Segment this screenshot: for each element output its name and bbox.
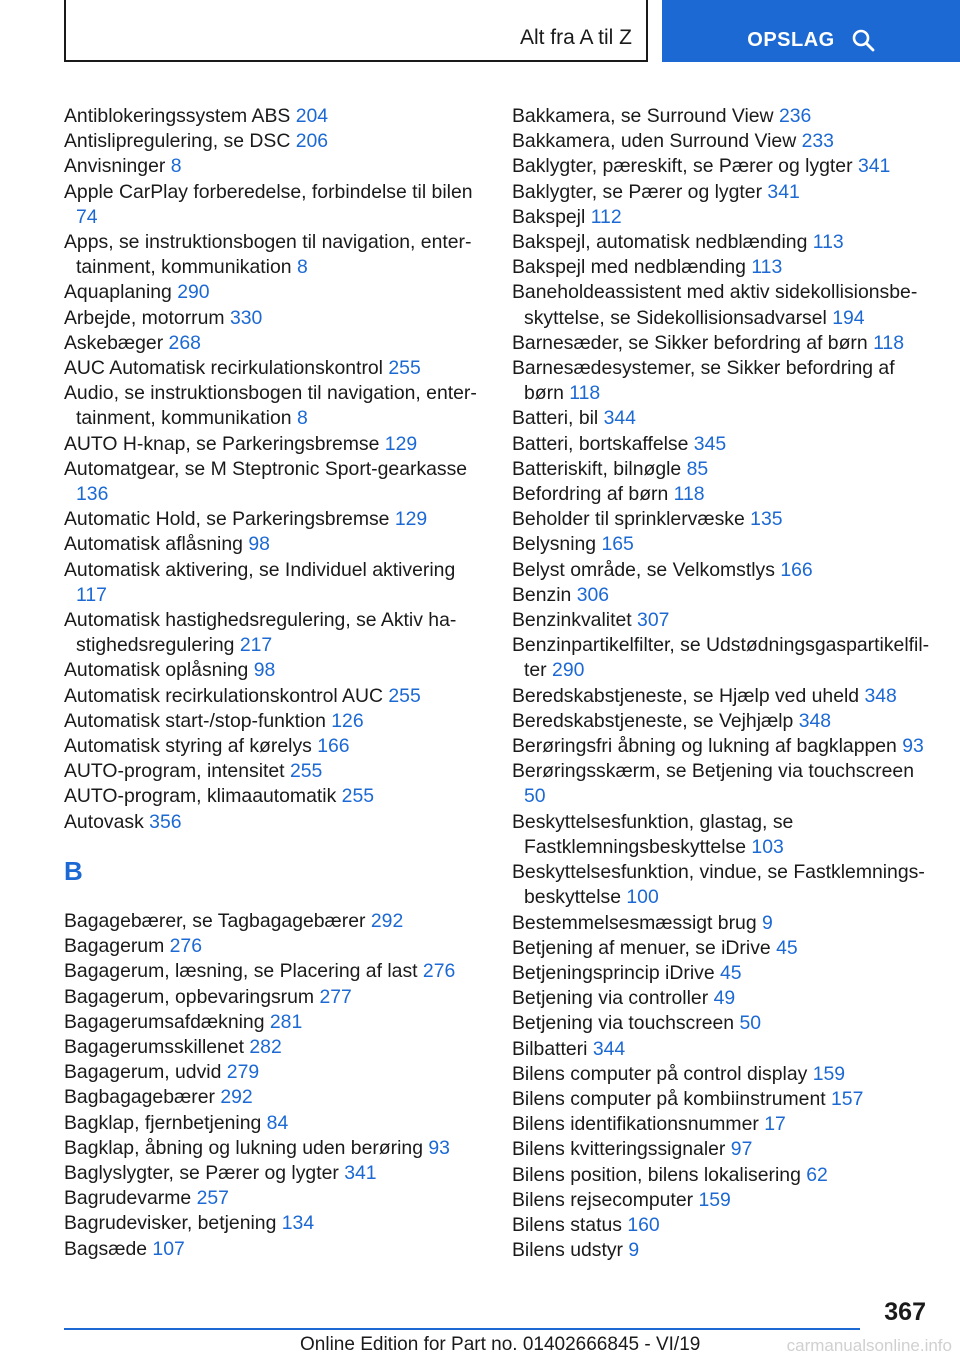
index-entry — [512, 1213, 930, 1238]
index-entry — [512, 810, 930, 860]
index-entry-page-link[interactable]: 45 — [720, 961, 742, 984]
index-entry — [512, 432, 930, 457]
index-entry-text: Antislipregulering, se DSC — [64, 130, 296, 153]
index-entry-text: Baklygter, se Pærer og lygter — [512, 180, 768, 203]
index-entry — [512, 457, 930, 482]
index-entry — [64, 658, 484, 683]
index-entry — [512, 1112, 930, 1137]
index-entry-text: Batteri, bortskaffelse — [512, 432, 694, 455]
index-entry-text: Benzin — [512, 583, 577, 606]
index-entry-text: Beskyttelsesfunktion, glastag, se Fastklemningsbeskyttelse — [512, 810, 794, 858]
index-entry-text: Aquaplaning — [64, 281, 178, 304]
index-entry — [512, 205, 930, 230]
index-entry-text: Bakspejl, automatisk nedblænding — [512, 231, 813, 254]
index-entry — [512, 1087, 930, 1112]
index-entry-text: Baglyslygter, se Pærer og lygter — [64, 1161, 345, 1184]
index-entry-text: Batteri, bil — [512, 407, 604, 430]
index-entry — [64, 759, 484, 784]
index-entry — [64, 432, 484, 457]
index-entry-text: Bagklap, åbning og lukning uden berøring — [64, 1136, 429, 1159]
index-entry-text: AUTO-program, intensitet — [64, 760, 290, 783]
index-entry-page-link[interactable]: 45 — [776, 936, 798, 959]
index-entry-text: Betjening via controller — [512, 987, 714, 1010]
index-entry-text: Automatisk oplåsning — [64, 659, 254, 682]
index-entry-page-link[interactable]: 281 — [269, 1010, 303, 1033]
index-entry-text: Berøringsfri åbning og lukning af bagklappen — [512, 735, 903, 758]
index-entry — [64, 230, 484, 280]
index-entry-text: AUC Automatisk recirkulationskontrol — [64, 357, 389, 380]
index-entry-text: Apple CarPlay forberedelse, forbindelse til bilen — [64, 180, 473, 203]
index-entry-text: Bilens position, bilens lokalisering — [512, 1163, 807, 1186]
index-entry-page-link[interactable]: 348 — [864, 684, 897, 707]
index-entry-text: Arbejde, motorrum — [64, 306, 230, 329]
index-entry-page-link[interactable]: 159 — [698, 1188, 731, 1211]
index-entry — [512, 1011, 930, 1036]
index-entry — [512, 759, 930, 809]
index-entry — [64, 909, 484, 934]
index-entry-page-link[interactable]: 206 — [295, 130, 329, 153]
search-icon — [851, 28, 875, 52]
index-entry — [512, 608, 930, 633]
index-entry-text: Automatisk aflåsning — [64, 533, 249, 556]
index-entry-text: Automatic Hold, se Parkeringsbremse — [64, 508, 395, 531]
index-entry-text: Bilens computer på control display — [512, 1062, 813, 1085]
index-entry — [512, 986, 930, 1011]
page-header — [64, 0, 960, 66]
index-entry — [512, 482, 930, 507]
index-entry — [64, 507, 484, 532]
index-entry-text: Bagsæde — [64, 1237, 153, 1260]
index-entry-text: Autovask — [64, 810, 150, 833]
index-entry-text: Beredskabstjeneste, se Vejhjælp — [512, 709, 799, 732]
index-entry-page-link[interactable]: 97 — [730, 1138, 753, 1161]
section-letter-b: B — [64, 855, 83, 886]
index-entry-text: Bagagebærer, se Tagbagagebærer — [64, 909, 371, 932]
index-entry — [64, 457, 484, 507]
index-entry-page-link[interactable]: 98 — [253, 659, 276, 682]
index-entry — [64, 280, 484, 305]
index-entry — [512, 633, 930, 683]
index-entry-text: Antiblokeringssystem ABS — [64, 105, 296, 127]
lookup-button-label: OPSLAG — [747, 29, 835, 51]
index-entry-text: Bagrudevisker, betjening — [64, 1212, 282, 1235]
index-entry-page-link[interactable]: 135 — [750, 508, 783, 531]
index-entry — [64, 709, 484, 734]
index-entry — [64, 558, 484, 608]
index-entry — [512, 684, 930, 709]
index-entry — [64, 959, 484, 984]
index-entry-page-link[interactable]: 85 — [686, 457, 709, 480]
index-entry-text: Bagagerum, læsning, se Placering af last — [64, 960, 423, 983]
index-entry-text: Bakkamera, se Surround View — [512, 105, 779, 127]
index-entry-text: AUTO H-knap, se Parkeringsbremse — [64, 432, 385, 455]
index-entry-page-link[interactable]: 159 — [812, 1062, 846, 1085]
index-entry-text: Audio, se instruktionsbogen til navigation, entertainment, kommunikation — [64, 382, 477, 430]
index-entry-page-link[interactable]: 348 — [798, 709, 832, 732]
index-entry-text: Bagbagagebærer — [64, 1086, 221, 1109]
index-entry — [512, 356, 930, 406]
index-entry — [64, 985, 484, 1010]
index-entry — [512, 1188, 930, 1213]
index-entry-page-link[interactable]: 330 — [229, 306, 263, 329]
index-entry-page-link[interactable]: 233 — [801, 130, 834, 153]
index-entry-page-link[interactable]: 282 — [249, 1035, 282, 1058]
index-entry-page-link[interactable]: 290 — [177, 281, 210, 304]
index-entry — [512, 583, 930, 608]
index-entry — [64, 1186, 484, 1211]
index-entry-page-link[interactable]: 165 — [601, 533, 634, 556]
index-entry — [64, 129, 484, 154]
index-entry-text: Bagagerum — [64, 935, 170, 958]
index-entry — [64, 810, 484, 835]
index-entry-text: Bilens status — [512, 1213, 628, 1236]
index-entry-page-link[interactable]: 8 — [296, 407, 308, 430]
index-entry-page-link[interactable]: 117 — [76, 583, 107, 606]
index-entry-page-link[interactable]: 255 — [388, 684, 421, 707]
index-entry-page-link[interactable]: 126 — [331, 709, 364, 732]
index-entry-page-link[interactable]: 341 — [767, 180, 800, 203]
index-entry-page-link[interactable]: 157 — [831, 1087, 864, 1110]
index-entry-page-link[interactable]: 93 — [428, 1136, 450, 1159]
index-entry-page-link[interactable]: 276 — [169, 935, 202, 958]
index-entry-text: Betjening af menuer, se iDrive — [512, 936, 777, 959]
index-entry-text: Bilens computer på kombiinstrument — [512, 1087, 832, 1110]
index-entry-page-link[interactable]: 113 — [751, 256, 783, 279]
index-entry — [64, 1111, 484, 1136]
index-entry — [64, 1035, 484, 1060]
index-entry-text: Automatisk aktivering, se Individuel aktivering — [64, 558, 456, 581]
index-entry — [512, 1238, 930, 1263]
index-entry-text: Bagagerumsafdækning — [64, 1010, 270, 1033]
index-entry-text: Betjeningsprincip iDrive — [512, 961, 721, 984]
index-entry — [64, 154, 484, 179]
index-entry-page-link[interactable]: 306 — [576, 583, 610, 606]
index-entry-text: Bilens identifikationsnummer — [512, 1113, 765, 1136]
index-entry — [64, 1136, 484, 1161]
index-entry — [512, 280, 930, 330]
index-entry-page-link[interactable]: 118 — [569, 382, 601, 405]
index-entry-text: Beholder til sprinklervæske — [512, 508, 751, 531]
index-entry-page-link[interactable]: 134 — [281, 1212, 315, 1235]
index-entry-text: Anvisninger — [64, 155, 171, 178]
index-entry — [64, 1060, 484, 1085]
index-entry — [512, 255, 930, 280]
index-entry-text: Automatisk recirkulationskontrol AUC — [64, 684, 389, 707]
index-entry-page-link[interactable]: 74 — [76, 205, 98, 228]
index-entry-page-link[interactable]: 103 — [751, 835, 784, 858]
index-entry-page-link[interactable]: 9 — [762, 911, 773, 934]
index-entry — [64, 1211, 484, 1236]
index-entry-text: Automatgear, se M Steptronic Sport-gearkasse — [64, 457, 468, 480]
index-entry-text: Baneholdeassistent med aktiv sidekollisionsbeskyttelse, se Sidekollisionsadvarsel — [512, 281, 918, 329]
index-entry-page-link[interactable]: 49 — [713, 987, 736, 1010]
index-entry-text: Bilens udstyr — [512, 1239, 629, 1262]
index-entry-page-link[interactable]: 307 — [637, 609, 670, 632]
index-entry — [512, 911, 930, 936]
index-entry-page-link[interactable]: 236 — [778, 105, 812, 127]
index-entry-page-link[interactable]: 255 — [341, 785, 375, 808]
index-entry-page-link[interactable]: 100 — [626, 886, 659, 909]
index-entry — [512, 936, 930, 961]
index-entry — [64, 331, 484, 356]
lookup-button[interactable] — [662, 0, 960, 62]
index-entry-page-link[interactable]: 8 — [170, 155, 182, 178]
watermark: carmanualsonline.info — [786, 1336, 952, 1355]
index-entry — [64, 1085, 484, 1110]
index-entry-page-link[interactable]: 129 — [384, 432, 418, 455]
index-entry — [512, 180, 930, 205]
index-entry — [64, 306, 484, 331]
index-entry — [64, 381, 484, 431]
index-entry — [64, 1161, 484, 1186]
index-entry-text: Benzinkvalitet — [512, 609, 638, 632]
index-entry-text: Bagagerum, opbevaringsrum — [64, 985, 320, 1008]
index-entry-page-link[interactable]: 136 — [76, 483, 109, 506]
index-entry-page-link[interactable]: 166 — [780, 558, 813, 581]
index-entry — [512, 1037, 930, 1062]
index-entry-text: Automatisk start-/stop-funktion — [64, 709, 332, 732]
index-entry-text: Baklygter, pæreskift, se Pærer og lygter — [512, 155, 858, 178]
index-entry-text: Apps, se instruktionsbogen til navigation, entertainment, kommunikation — [64, 231, 472, 279]
index-entry-text: Benzinpartikelfilter, se Udstødningsgaspartikelfilter — [512, 634, 930, 682]
index-entry-page-link[interactable]: 255 — [388, 357, 421, 380]
index-entry — [64, 180, 484, 230]
index-entry — [512, 734, 930, 759]
index-entry — [64, 356, 484, 381]
index-entry-text: Belyst område, se Velkomstlys — [512, 558, 781, 581]
index-entry-page-link[interactable]: 93 — [902, 735, 924, 758]
index-entry-text: Bestemmelsesmæssigt brug — [512, 911, 763, 934]
index-entry-text: Bagrudevarme — [64, 1187, 197, 1210]
index-entry — [512, 104, 930, 129]
index-entry-text: Automatisk styring af kørelys — [64, 735, 318, 758]
index-entry-page-link[interactable]: 344 — [603, 407, 636, 430]
index-entry-page-link[interactable]: 17 — [764, 1113, 786, 1136]
index-entry — [64, 1237, 484, 1262]
index-entry-text: Barnesædesystemer, se Sikker befordring af børn — [512, 357, 895, 405]
index-entry-page-link[interactable]: 344 — [592, 1037, 626, 1060]
index-entry — [64, 784, 484, 809]
index-entry — [64, 532, 484, 557]
index-entry-text: Bagagerum, udvid — [64, 1061, 227, 1084]
index-entry-text: Bilens rejsecomputer — [512, 1188, 699, 1211]
index-entry — [512, 961, 930, 986]
index-section-a — [64, 104, 484, 835]
index-entry — [512, 1062, 930, 1087]
index-entry-page-link[interactable]: 166 — [317, 735, 350, 758]
index-entry-page-link[interactable]: 118 — [873, 331, 904, 354]
index-entry-page-link[interactable]: 9 — [628, 1239, 640, 1262]
index-entry-page-link[interactable]: 345 — [693, 432, 727, 455]
index-entry-page-link[interactable]: 112 — [590, 205, 622, 228]
index-entry-page-link[interactable]: 292 — [220, 1086, 253, 1109]
edition-footer: Online Edition for Part no. 01402666845 - VI/19 — [300, 1334, 701, 1355]
index-entry-text: Bilens kvitteringssignaler — [512, 1138, 731, 1161]
index-entry-text: Beredskabstjeneste, se Hjælp ved uheld — [512, 684, 865, 707]
index-entry-page-link[interactable]: 290 — [552, 659, 585, 682]
index-entry-page-link[interactable]: 98 — [248, 533, 270, 556]
index-entry-page-link[interactable]: 255 — [289, 760, 323, 783]
index-entry-page-link[interactable]: 277 — [319, 985, 352, 1008]
index-entry — [64, 608, 484, 658]
index-entry-text: Automatisk hastighedsregulering, se Aktiv hastighedsregulering — [64, 609, 457, 657]
index-entry-text: Belysning — [512, 533, 602, 556]
chapter-tab-label: Alt fra A til Z — [519, 26, 632, 49]
index-entry-page-link[interactable]: 50 — [524, 785, 546, 808]
index-entry — [64, 1010, 484, 1035]
index-entry-text: Bakkamera, uden Surround View — [512, 130, 802, 153]
index-entry-page-link[interactable]: 341 — [344, 1161, 377, 1184]
index-entry — [512, 129, 930, 154]
index-entry-text: Bakspejl — [512, 205, 591, 228]
index-entry — [512, 709, 930, 734]
index-entry-text: AUTO-program, klimaautomatik — [64, 785, 342, 808]
footer-divider — [64, 1328, 860, 1330]
index-entry-text: Beskyttelsesfunktion, vindue, se Fastklemningsbeskyttelse — [512, 861, 925, 909]
index-entry-page-link[interactable]: 84 — [266, 1111, 289, 1134]
index-entry-page-link[interactable]: 204 — [295, 105, 329, 127]
index-entry — [512, 1137, 930, 1162]
index-entry-page-link[interactable]: 341 — [857, 155, 891, 178]
index-entry-page-link[interactable]: 118 — [673, 483, 705, 506]
index-entry-page-link[interactable]: 356 — [149, 810, 182, 833]
index-entry-page-link[interactable]: 160 — [627, 1213, 660, 1236]
index-entry-text: Betjening via touchscreen — [512, 1012, 740, 1035]
index-entry-page-link[interactable]: 8 — [296, 256, 308, 279]
index-entry — [512, 154, 930, 179]
index-section-b-continued — [512, 104, 930, 1263]
index-entry — [512, 532, 930, 557]
index-entry-text: Bakspejl med nedblænding — [512, 256, 752, 279]
index-entry — [512, 860, 930, 910]
index-entry — [64, 104, 484, 129]
index-entry-page-link[interactable]: 107 — [152, 1237, 185, 1260]
index-entry-text: Bagagerumsskillenet — [64, 1035, 250, 1058]
index-section-b — [64, 909, 484, 1262]
index-entry-page-link[interactable]: 279 — [226, 1061, 260, 1084]
index-entry-text: Barnesæder, se Sikker befordring af børn — [512, 331, 874, 354]
index-entry-page-link[interactable]: 62 — [806, 1163, 828, 1186]
index-entry — [512, 1163, 930, 1188]
index-entry-text: Batteriskift, bilnøgle — [512, 457, 687, 480]
index-entry-page-link[interactable]: 276 — [422, 960, 456, 983]
index-entry-page-link[interactable]: 50 — [739, 1012, 762, 1035]
page-number: 367 — [884, 1298, 926, 1326]
index-entry-page-link[interactable]: 292 — [370, 909, 404, 932]
index-entry-page-link[interactable]: 217 — [239, 634, 273, 657]
index-entry — [512, 230, 930, 255]
chapter-tab[interactable] — [64, 0, 648, 62]
index-entry-page-link[interactable]: 113 — [812, 231, 844, 254]
index-entry-page-link[interactable]: 129 — [394, 508, 428, 531]
index-entry-text: Bagklap, fjernbetjening — [64, 1111, 267, 1134]
index-entry — [512, 331, 930, 356]
index-entry — [64, 934, 484, 959]
index-column-left — [64, 104, 484, 1262]
index-column-right — [512, 104, 930, 1263]
index-entry-text: Bilbatteri — [512, 1037, 593, 1060]
index-entry-text: Befordring af børn — [512, 483, 674, 506]
index-entry-text: Berøringsskærm, se Betjening via touchscreen — [512, 760, 914, 783]
index-entry — [64, 684, 484, 709]
index-entry-page-link[interactable]: 194 — [832, 306, 865, 329]
index-entry — [512, 558, 930, 583]
index-entry-page-link[interactable]: 257 — [196, 1187, 229, 1210]
index-entry — [64, 734, 484, 759]
index-entry-page-link[interactable]: 268 — [168, 331, 201, 354]
index-entry — [512, 507, 930, 532]
index-entry — [512, 406, 930, 431]
index-entry-text: Askebæger — [64, 331, 169, 354]
